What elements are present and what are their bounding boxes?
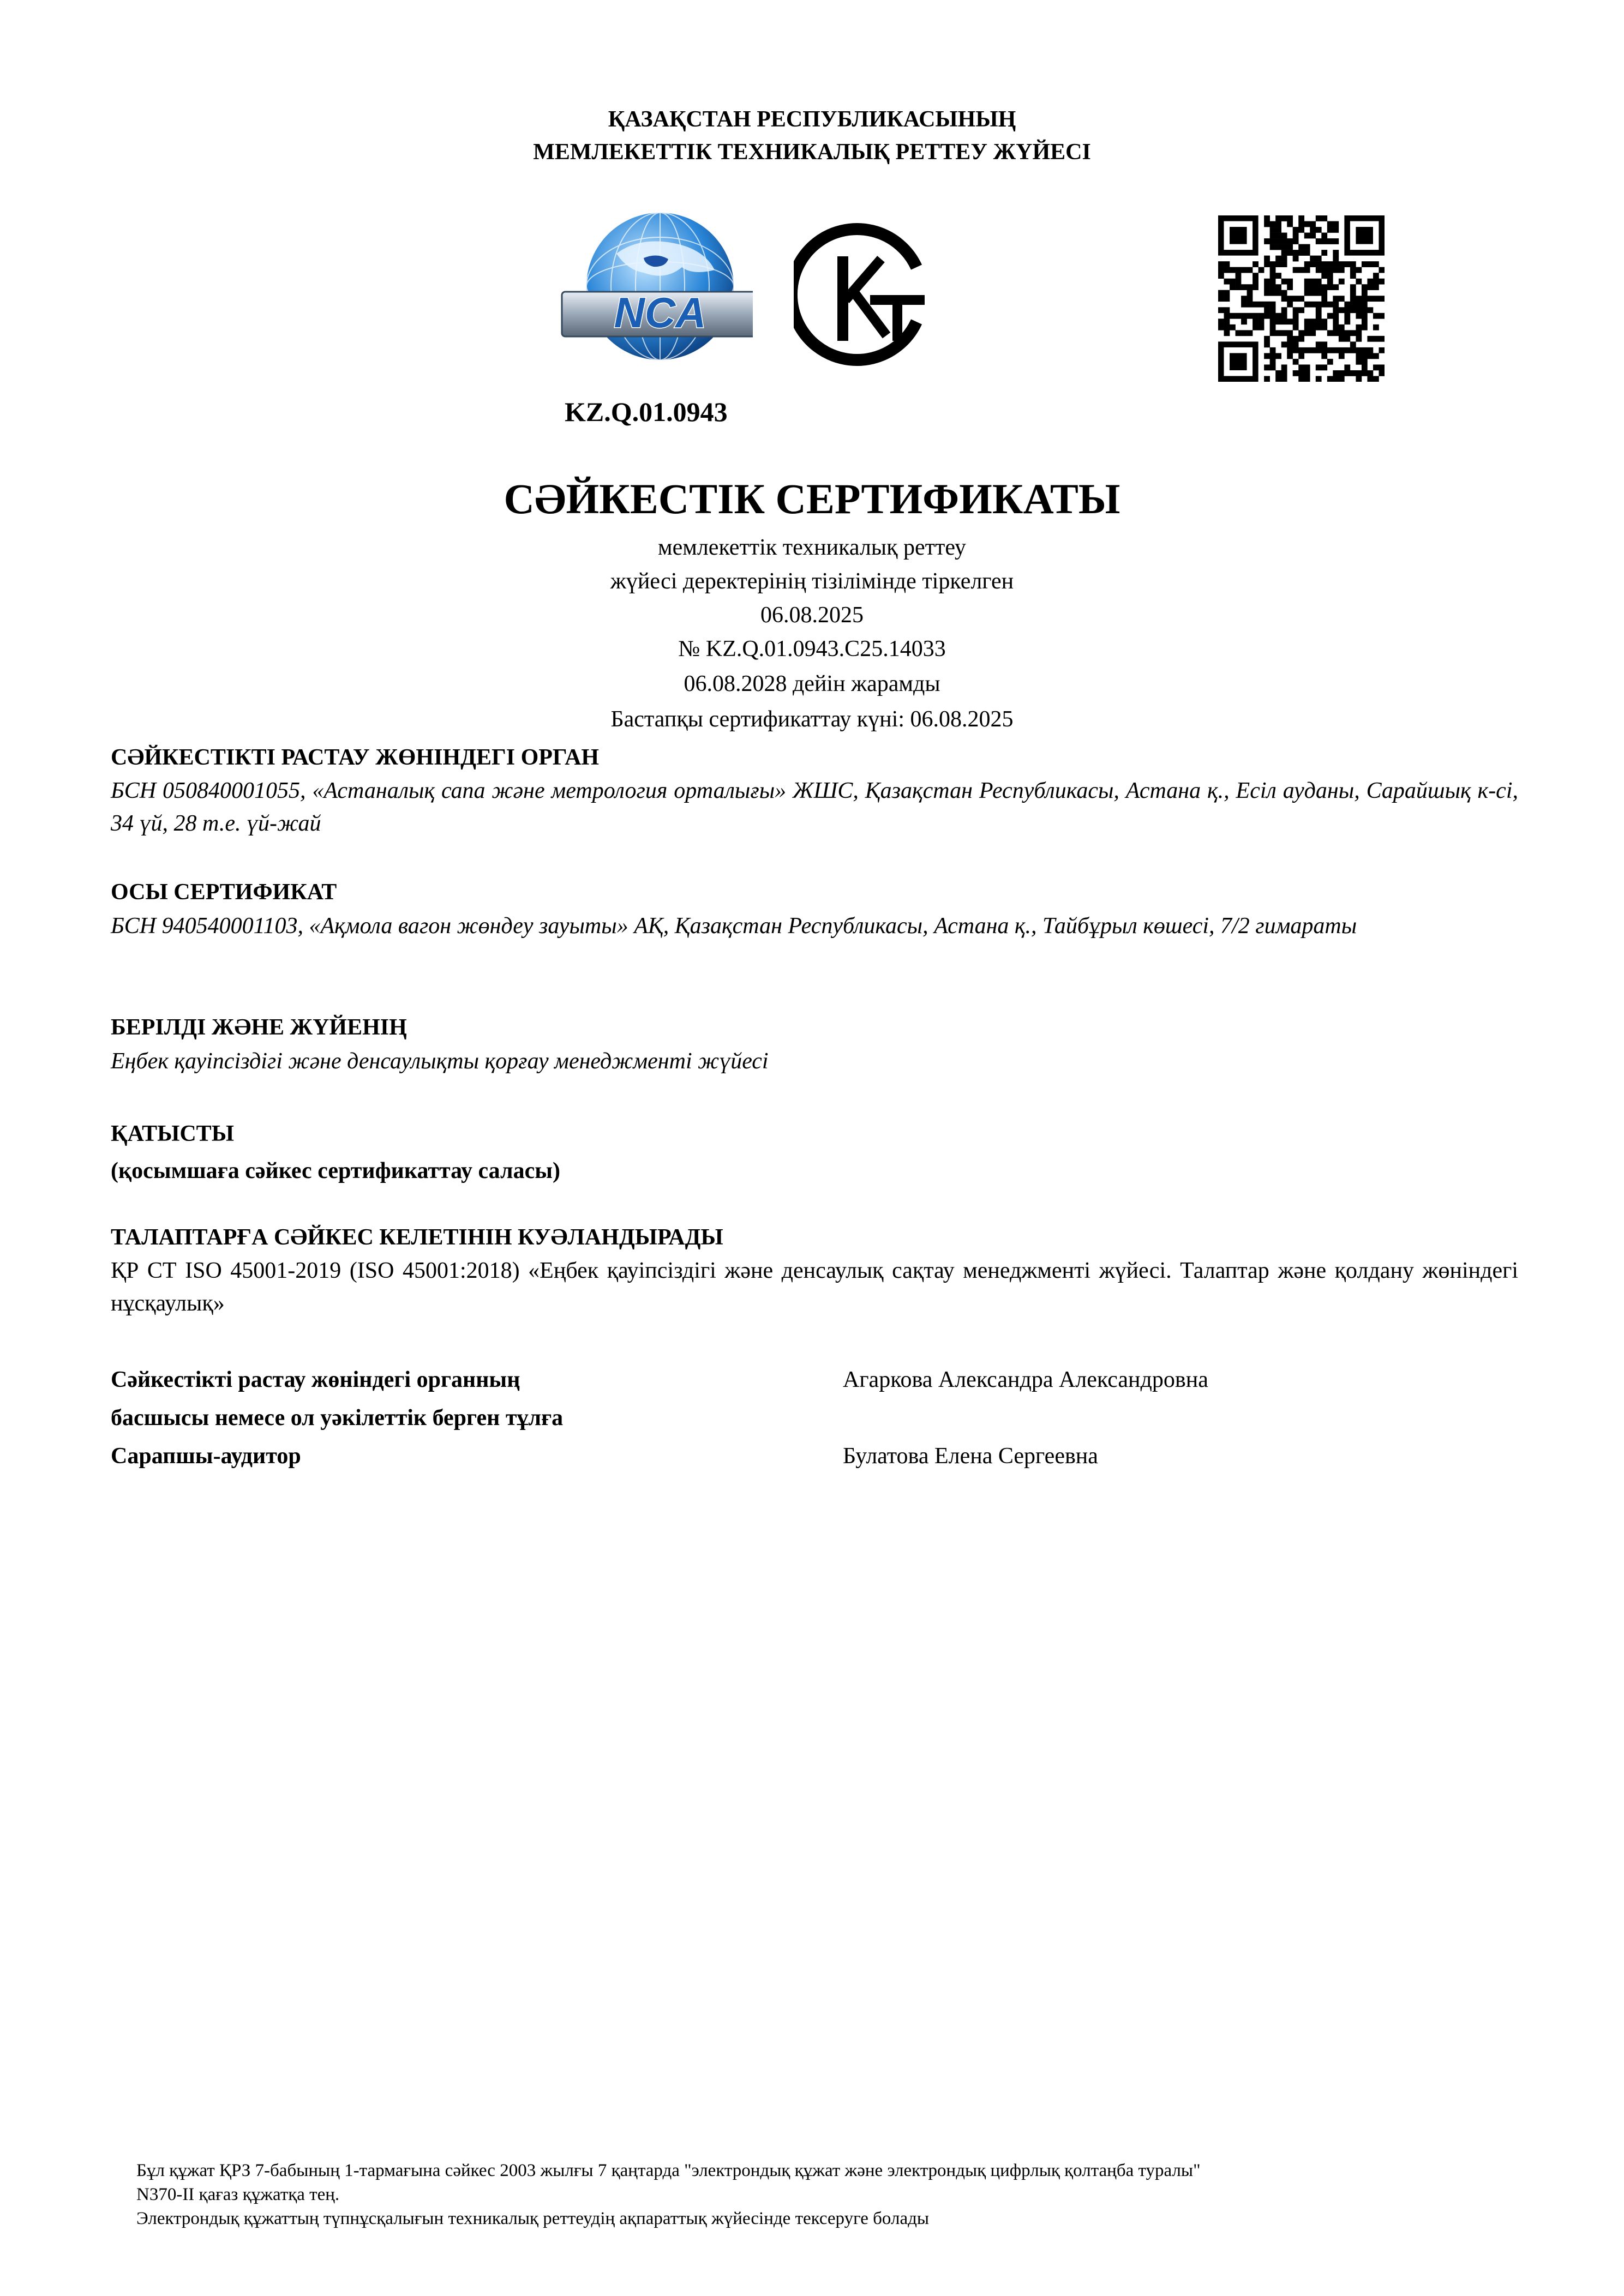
footer-line-2: N370-II қағаз құжатқа тең. bbox=[136, 2185, 340, 2204]
certificate-holder-text: БСН 940540001103, «Ақмола вагон жөндеу зауыты» АҚ, Қазақстан Республикасы, Астана қ., Тайбұрыл көшесі, 7/2 гимараты bbox=[111, 913, 1357, 939]
requirements-heading: ТАЛАПТАРҒА СӘЙКЕС КЕЛЕТІНІН КУӘЛАНДЫРАДЫ bbox=[111, 1225, 723, 1250]
certificate-holder-heading: ОСЫ СЕРТИФИКАТ bbox=[111, 880, 337, 905]
requirements-text: ҚР СТ ISO 45001-2019 (ISO 45001:2018) «Еңбек қауіпсіздігі және денсаулық сақтау менеджменті жүйесі. Талаптар және қолдану жөніндегі нұсқаулық» bbox=[111, 1258, 1518, 1316]
registry-line-2: жүйесі деректерінің тізілімінде тіркелген bbox=[610, 569, 1014, 594]
initial-cert-date: Бастапқы сертификаттау күні: 06.08.2025 bbox=[610, 707, 1014, 732]
head-signatory-label-line-1: Сәйкестікті растау жөніндегі органның bbox=[111, 1367, 520, 1392]
header-line-2: МЕМЛЕКЕТТІК ТЕХНИКАЛЫҚ РЕТТЕУ ЖҮЙЕСІ bbox=[533, 140, 1091, 165]
qr-code bbox=[1218, 215, 1385, 382]
footer-line-1: Бұл құжат ҚРЗ 7-бабының 1-тармағына сәйкес 2003 жылғы 7 қаңтарда "электрондық құжат және электрондық цифрлық қолтаңба туралы" bbox=[136, 2161, 1201, 2180]
auditor-label: Сарапшы-аудитор bbox=[111, 1444, 301, 1469]
registry-date: 06.08.2025 bbox=[760, 603, 864, 628]
registry-line-1: мемлекеттік техникалық реттеу bbox=[658, 535, 966, 560]
nca-logo bbox=[556, 210, 753, 363]
kt-conformity-mark bbox=[794, 218, 946, 371]
system-text: Еңбек қауіпсіздігі және денсаулықты қорғау менеджменті жүйесі bbox=[111, 1049, 769, 1074]
scope-text: (қосымшаға сәйкес сертификаттау саласы) bbox=[111, 1158, 561, 1183]
scope-heading: ҚАТЫСТЫ bbox=[111, 1121, 234, 1146]
header-line-1: ҚАЗАҚСТАН РЕСПУБЛИКАСЫНЫҢ bbox=[608, 107, 1016, 132]
footer-line-3: Электрондық құжаттың түпнұсқалығын техникалық реттеудің ақпараттық жүйесінде тексеруге болады bbox=[136, 2209, 930, 2228]
certificate-number: № KZ.Q.01.0943.C25.14033 bbox=[678, 636, 946, 662]
nca-logo-text: NCA bbox=[614, 288, 706, 336]
auditor-name: Булатова Елена Сергеевна bbox=[843, 1444, 1098, 1469]
head-signatory-label-line-2: басшысы немесе ол уәкілеттік берген тұлға bbox=[111, 1405, 564, 1431]
certifying-body-text: БСН 050840001055, «Астаналық сапа және метрология орталығы» ЖШС, Қазақстан Республикасы, Астана қ., Есіл ауданы, Сарайшық к-сі, 34 үй, 28 т.е. үй-жай bbox=[111, 778, 1518, 836]
valid-until: 06.08.2028 дейін жарамды bbox=[684, 671, 940, 696]
accreditation-code: KZ.Q.01.0943 bbox=[565, 396, 728, 427]
certificate-title: СӘЙКЕСТІК СЕРТИФИКАТЫ bbox=[504, 475, 1120, 522]
system-heading: БЕРІЛДІ ЖӘНЕ ЖҮЙЕНІҢ bbox=[111, 1015, 407, 1040]
head-signatory-name: Агаркова Александра Александровна bbox=[843, 1367, 1208, 1392]
certifying-body-heading: СӘЙКЕСТІКТІ РАСТАУ ЖӨНІНДЕГІ ОРГАН bbox=[111, 745, 600, 770]
